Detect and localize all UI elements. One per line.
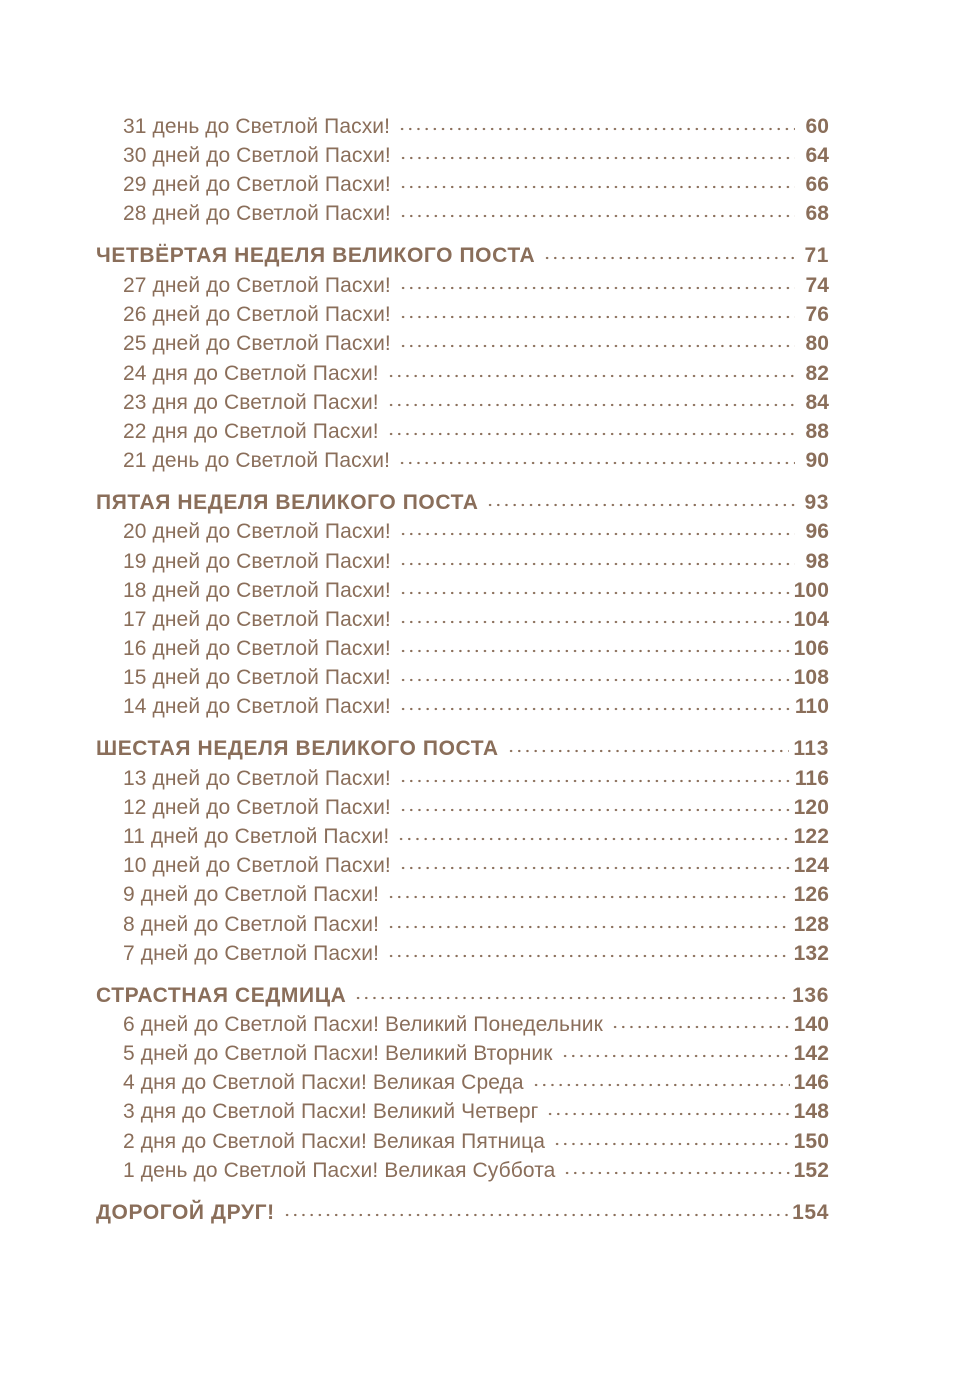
entry-title: 18 дней до Светлой Пасхи! [123, 579, 391, 602]
entry-title: 13 дней до Светлой Пасхи! [123, 767, 391, 790]
dot-leader [399, 184, 795, 190]
section-title: ШЕСТАЯ НЕДЕЛЯ ВЕЛИКОГО ПОСТА [96, 737, 499, 760]
toc-entry [0, 173, 971, 203]
page-number: 71 [804, 244, 829, 267]
page-number: 96 [805, 520, 829, 543]
entry-title: 19 дней до Светлой Пасхи! [123, 550, 391, 573]
entry-title: 7 дней до Светлой Пасхи! [123, 942, 380, 965]
page-number: 106 [793, 637, 829, 660]
toc-entry [0, 1100, 971, 1130]
page-number: 104 [793, 608, 829, 631]
page-number: 93 [804, 491, 829, 514]
toc-entry [0, 115, 971, 145]
dot-leader [387, 953, 790, 959]
page-number: 142 [793, 1042, 829, 1065]
entry-title: 16 дней до Светлой Пасхи! [123, 637, 391, 660]
page-number: 68 [805, 202, 829, 225]
toc-section-heading [0, 984, 971, 1014]
page-number: 80 [805, 332, 829, 355]
page-number: 64 [805, 144, 829, 167]
page-number: 148 [793, 1100, 829, 1123]
page-number: 74 [805, 274, 829, 297]
section-title: ДОРОГОЙ ДРУГ! [96, 1201, 275, 1224]
dot-leader [399, 314, 795, 320]
page-number: 113 [793, 737, 829, 760]
toc-entry [0, 1071, 971, 1101]
toc-entry [0, 796, 971, 826]
toc-entry [0, 637, 971, 667]
dot-leader [399, 213, 795, 219]
dot-leader [398, 460, 795, 466]
page-number: 90 [805, 449, 829, 472]
page-number: 108 [793, 666, 829, 689]
dot-leader [399, 865, 790, 871]
page-number: 136 [792, 984, 829, 1007]
dot-leader [507, 748, 790, 754]
page-number: 124 [793, 854, 829, 877]
dot-leader [387, 924, 790, 930]
page-number: 120 [793, 796, 829, 819]
entry-title: 3 дня до Светлой Пасхи! Великий Четверг [123, 1100, 539, 1123]
dot-leader [399, 285, 795, 291]
entry-title: 10 дней до Светлой Пасхи! [123, 854, 391, 877]
entry-title: 8 дней до Светлой Пасхи! [123, 913, 380, 936]
entry-title: 20 дней до Светлой Пасхи! [123, 520, 391, 543]
dot-leader [561, 1053, 790, 1059]
section-title: ЧЕТВЁРТАЯ НЕДЕЛЯ ВЕЛИКОГО ПОСТА [96, 244, 536, 267]
entry-title: 25 дней до Светлой Пасхи! [123, 332, 391, 355]
dot-leader [546, 1111, 789, 1117]
entry-title: 28 дней до Светлой Пасхи! [123, 202, 391, 225]
entry-title: 9 дней до Светлой Пасхи! [123, 883, 380, 906]
dot-leader [387, 431, 795, 437]
dot-leader [397, 836, 789, 842]
toc-entry [0, 942, 971, 972]
page-number: 126 [793, 883, 829, 906]
dot-leader [387, 373, 795, 379]
page-number: 84 [805, 391, 829, 414]
entry-title: 21 день до Светлой Пасхи! [123, 449, 391, 472]
page-number: 88 [805, 420, 829, 443]
entry-title: 31 день до Светлой Пасхи! [123, 115, 391, 138]
dot-leader [354, 995, 788, 1001]
dot-leader [399, 778, 791, 784]
toc-entry [0, 1042, 971, 1072]
dot-leader [611, 1024, 790, 1030]
toc-entry [0, 1159, 971, 1189]
page-number: 116 [794, 767, 829, 790]
toc-entry [0, 579, 971, 609]
page-number: 66 [805, 173, 829, 196]
toc-entry [0, 520, 971, 550]
toc-entry [0, 303, 971, 333]
toc-entry [0, 449, 971, 479]
entry-title: 11 дней до Светлой Пасхи! [123, 825, 390, 848]
entry-title: 24 дня до Светлой Пасхи! [123, 362, 379, 385]
entry-title: 5 дней до Светлой Пасхи! Великий Вторник [123, 1042, 553, 1065]
entry-title: 27 дней до Светлой Пасхи! [123, 274, 391, 297]
dot-leader [399, 677, 790, 683]
page-number: 128 [793, 913, 829, 936]
entry-title: 22 дня до Светлой Пасхи! [123, 420, 379, 443]
page-number: 122 [793, 825, 829, 848]
dot-leader [563, 1170, 789, 1176]
dot-leader [543, 255, 795, 261]
entry-title: 14 дней до Светлой Пасхи! [123, 695, 391, 718]
page-number: 140 [793, 1013, 829, 1036]
toc-entry [0, 391, 971, 421]
dot-leader [553, 1141, 790, 1147]
toc-entry [0, 825, 971, 855]
page-number: 154 [792, 1201, 829, 1224]
entry-title: 2 дня до Светлой Пасхи! Великая Пятница [123, 1130, 545, 1153]
dot-leader [398, 126, 795, 132]
section-title: СТРАСТНАЯ СЕДМИЦА [96, 984, 347, 1007]
toc-section-heading [0, 244, 971, 274]
entry-title: 17 дней до Светлой Пасхи! [123, 608, 391, 631]
section-title: ПЯТАЯ НЕДЕЛЯ ВЕЛИКОГО ПОСТА [96, 491, 479, 514]
toc-entry [0, 202, 971, 232]
dot-leader [486, 502, 795, 508]
dot-leader [399, 648, 790, 654]
toc-entry [0, 883, 971, 913]
toc-entry [0, 420, 971, 450]
page-number: 98 [805, 550, 829, 573]
toc-entry [0, 695, 971, 725]
page-number: 146 [793, 1071, 829, 1094]
dot-leader [387, 402, 795, 408]
entry-title: 26 дней до Светлой Пасхи! [123, 303, 391, 326]
dot-leader [399, 706, 791, 712]
toc-entry [0, 608, 971, 638]
toc-entry [0, 1130, 971, 1160]
dot-leader [399, 590, 790, 596]
toc-entry [0, 1013, 971, 1043]
toc-entry [0, 362, 971, 392]
entry-title: 4 дня до Светлой Пасхи! Великая Среда [123, 1071, 524, 1094]
entry-title: 30 дней до Светлой Пасхи! [123, 144, 391, 167]
dot-leader [399, 807, 790, 813]
toc-entry [0, 666, 971, 696]
entry-title: 29 дней до Светлой Пасхи! [123, 173, 391, 196]
toc-entry [0, 913, 971, 943]
toc-entry [0, 144, 971, 174]
dot-leader [399, 155, 795, 161]
toc-entry [0, 767, 971, 797]
page-number: 60 [805, 115, 829, 138]
page-number: 132 [793, 942, 829, 965]
entry-title: 23 дня до Светлой Пасхи! [123, 391, 379, 414]
dot-leader [399, 619, 790, 625]
entry-title: 1 день до Светлой Пасхи! Великая Суббота [123, 1159, 556, 1182]
toc-section-heading [0, 737, 971, 767]
page-number: 150 [793, 1130, 829, 1153]
page-number: 152 [793, 1159, 829, 1182]
dot-leader [283, 1212, 788, 1218]
page-number: 76 [805, 303, 829, 326]
dot-leader [399, 531, 795, 537]
page-number: 82 [805, 362, 829, 385]
toc-entry [0, 332, 971, 362]
entry-title: 12 дней до Светлой Пасхи! [123, 796, 391, 819]
page-number: 100 [793, 579, 829, 602]
toc-section-heading [0, 491, 971, 521]
entry-title: 15 дней до Светлой Пасхи! [123, 666, 391, 689]
toc-section-heading [0, 1201, 971, 1231]
dot-leader [532, 1082, 790, 1088]
entry-title: 6 дней до Светлой Пасхи! Великий Понедельник [123, 1013, 603, 1036]
dot-leader [387, 894, 790, 900]
page-number: 110 [794, 695, 829, 718]
dot-leader [399, 343, 795, 349]
toc-entry [0, 550, 971, 580]
toc-entry [0, 854, 971, 884]
dot-leader [399, 561, 795, 567]
toc-entry [0, 274, 971, 304]
